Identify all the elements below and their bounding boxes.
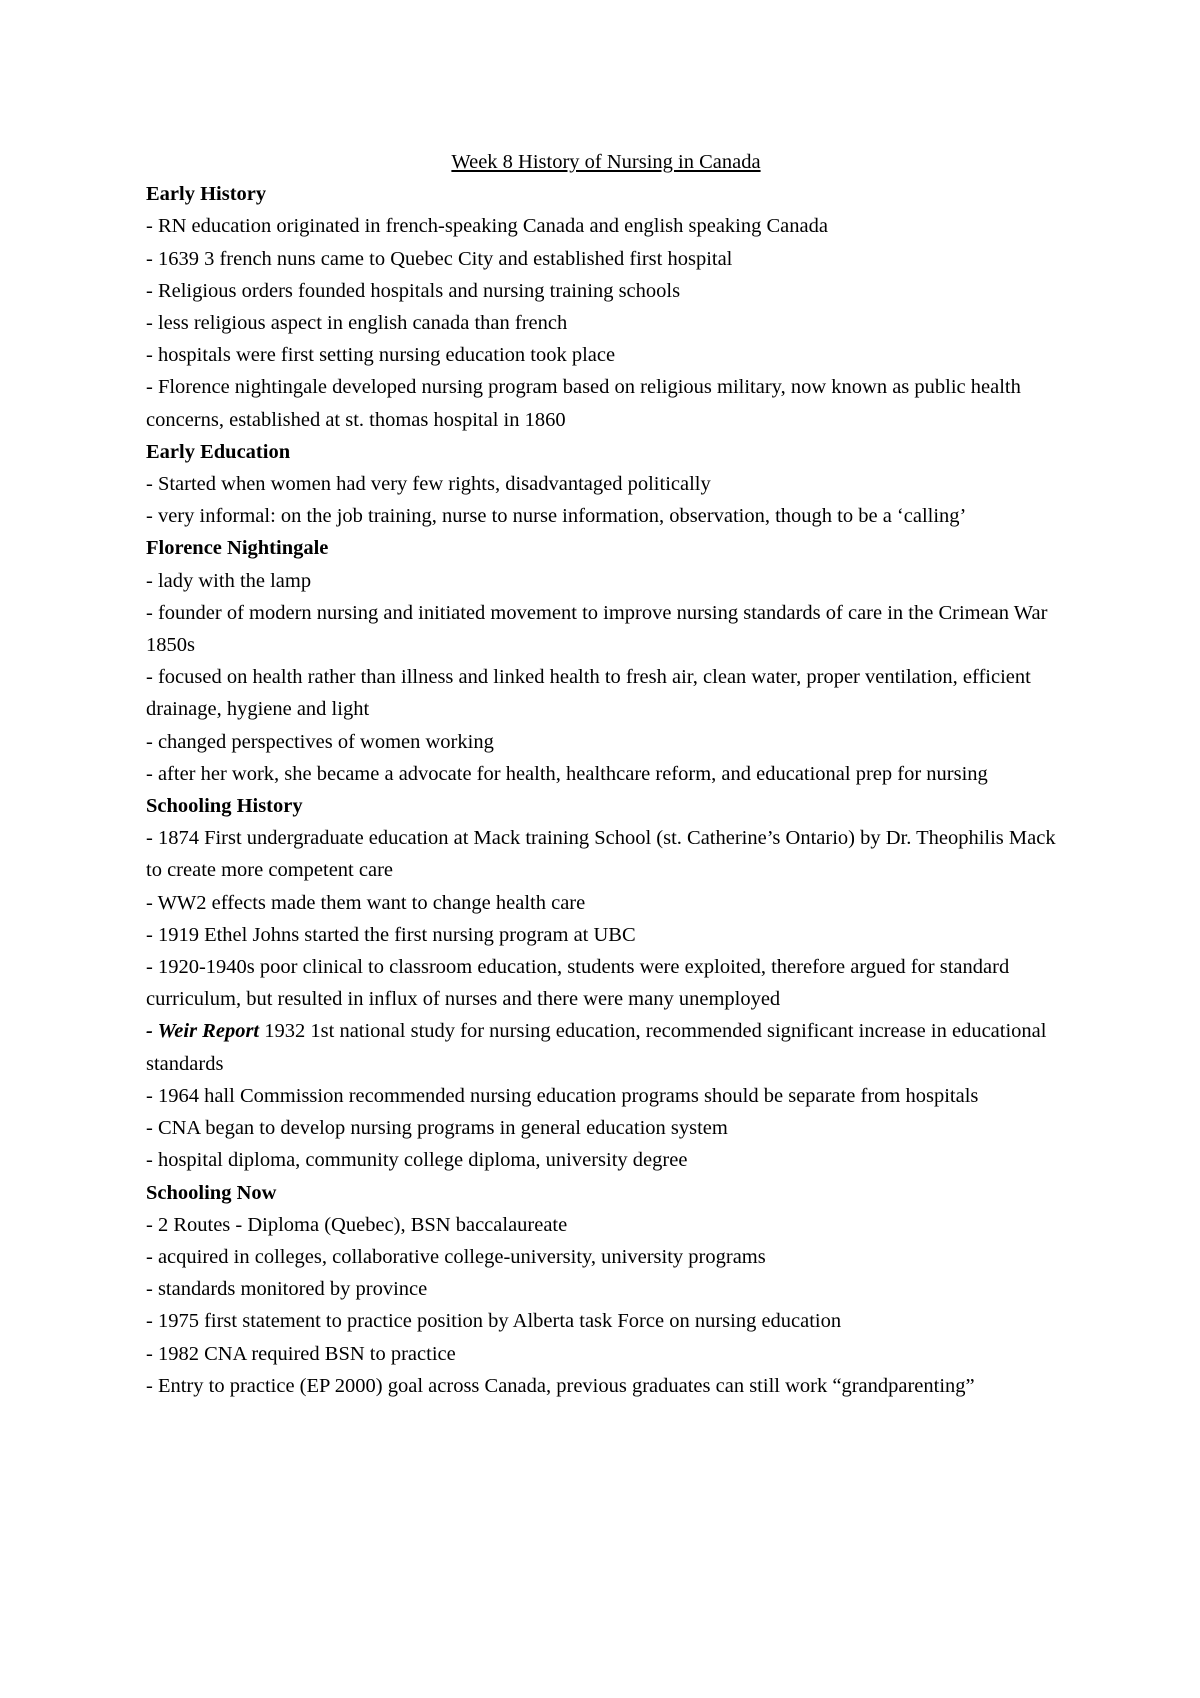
list-item: - after her work, she became a advocate for health, healthcare reform, and educational prep for nursing (146, 762, 988, 785)
list-item: - Started when women had very few rights, disadvantaged politically (146, 473, 711, 496)
heading-schooling-history: Schooling History (146, 795, 303, 818)
list-item: - RN education originated in french-speaking Canada and english speaking Canada (146, 215, 828, 238)
list-item: - changed perspectives of women working (146, 730, 494, 753)
list-item: - WW2 effects made them want to change health care (146, 891, 586, 914)
list-item: - 1920-1940s poor clinical to classroom education, students were exploited, therefore argued for standard curriculum, but resulted in influx of nurses and there were many unemployed (146, 956, 1010, 1011)
heading-early-education: Early Education (146, 440, 291, 463)
list-item: - hospital diploma, community college diploma, university degree (146, 1149, 688, 1172)
list-item: - Religious orders founded hospitals and nursing training schools (146, 279, 681, 302)
list-item: - founder of modern nursing and initiated movement to improve nursing standards of care in the Crimean War 1850s (146, 601, 1048, 657)
list-item: - 2 Routes - Diploma (Quebec), BSN baccalaureate (146, 1213, 568, 1236)
list-item: - 1975 first statement to practice position by Alberta task Force on nursing education (146, 1310, 842, 1333)
list-item-weir-report (146, 1015, 1066, 1079)
list-item: - Entry to practice (EP 2000) goal across Canada, previous graduates can still work “grandparenting” (146, 1374, 975, 1397)
weir-report-text: 1932 1st national study for nursing education, recommended significant increase in educational standards (146, 1020, 1047, 1075)
list-item: - Florence nightingale developed nursing program based on religious military, now known as public health concerns, established at st. thomas hospital in 1860 (146, 376, 1021, 431)
list-item: - acquired in colleges, collaborative college-university, university programs (146, 1245, 766, 1268)
list-item: - 1919 Ethel Johns started the first nursing program at UBC (146, 923, 636, 946)
page-title: Week 8 History of Nursing in Canada (451, 151, 761, 173)
list-item: - less religious aspect in english canada than french (146, 312, 568, 335)
list-item: - CNA began to develop nursing programs in general education system (146, 1117, 728, 1140)
list-item: - 1639 3 french nuns came to Quebec City and established first hospital (146, 247, 733, 270)
heading-schooling-now: Schooling Now (146, 1181, 277, 1204)
heading-florence-nightingale: Florence Nightingale (146, 537, 329, 560)
list-item: - focused on health rather than illness and linked health to fresh air, clean water, proper ventilation, efficient drainage, hygiene and light (146, 666, 1031, 721)
heading-early-history: Early History (146, 183, 267, 206)
document-page (146, 146, 1066, 1402)
list-item: - 1964 hall Commission recommended nursing education programs should be separate from hospitals (146, 1084, 979, 1107)
list-item: - lady with the lamp (146, 569, 312, 592)
weir-report-label: - Weir Report (146, 1020, 260, 1043)
list-item: - hospitals were first setting nursing education took place (146, 344, 616, 367)
list-item: - very informal: on the job training, nurse to nurse information, observation, though to be a ‘calling’ (146, 505, 967, 528)
list-item: - 1874 First undergraduate education at Mack training School (st. Catherine’s Ontario) by Dr. Theophilis Mack to create more competent care (146, 827, 1056, 882)
list-item: - 1982 CNA required BSN to practice (146, 1342, 456, 1365)
list-item: - standards monitored by province (146, 1278, 428, 1301)
